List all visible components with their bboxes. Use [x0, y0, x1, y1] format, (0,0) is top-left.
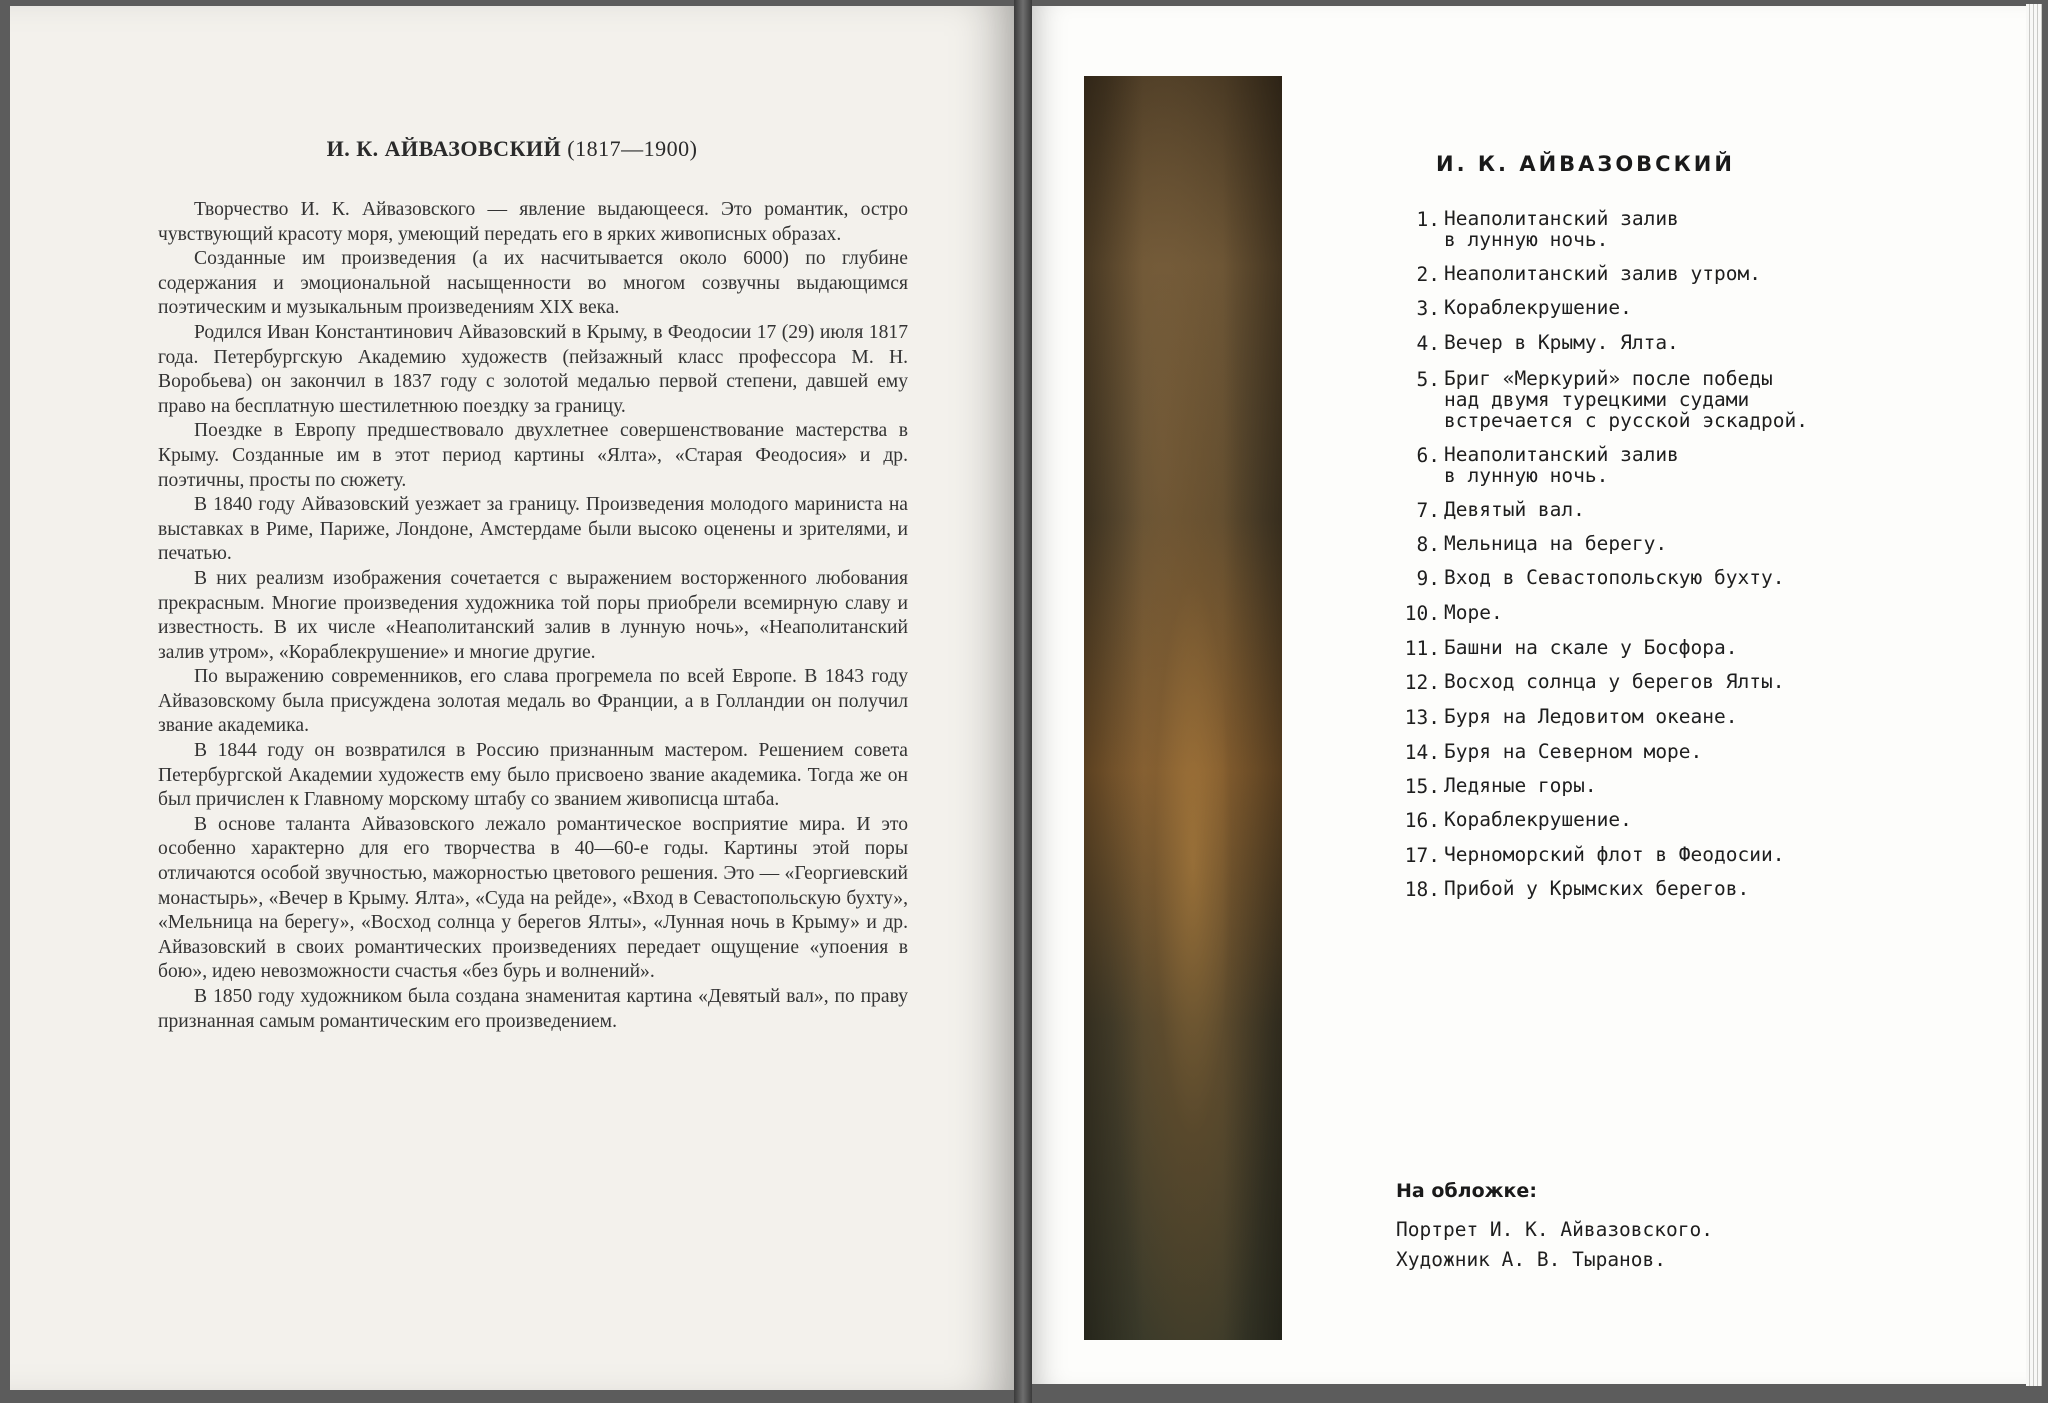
paragraph: Родился Иван Константинович Айвазовский в Крыму, в Феодосии 17 (29) июля 1817 года. Петербургскую Академию художеств (пейзажный класс профессора М. Н. Воробьева) он закончил в 1837 году с золотой медалью первой степени, давшей ему право на бесплатную шестилетнюю поездку за границу. — [158, 321, 908, 417]
page-stack-edge — [2026, 4, 2042, 1386]
item-number: 11. — [1404, 637, 1440, 660]
painting-strip-image — [1084, 76, 1282, 1340]
item-number: 8. — [1416, 533, 1440, 556]
paragraph: По выражению современников, его слава прогремела по всей Европе. В 1843 году Айвазовскому была присуждена золотая медаль во Франции, а в Голландии он получил звание академика. — [158, 666, 908, 737]
cover-label: На обложке: — [1396, 1180, 1537, 1202]
cover-credit-line: Художник А. В. Тыранов. — [1396, 1248, 1667, 1271]
item-title: Кораблекрушение. — [1444, 808, 1632, 831]
item-title: Буря на Северном море. — [1444, 740, 1703, 763]
item-title: Море. — [1444, 601, 1503, 624]
works-list-title: И. К. АЙВАЗОВСКИЙ — [1436, 152, 1735, 176]
article-body — [158, 198, 908, 1034]
item-title: Буря на Ледовитом океане. — [1444, 705, 1738, 728]
item-title: Ледяные горы. — [1444, 774, 1597, 797]
item-number: 6. — [1416, 444, 1440, 467]
book-gutter — [1014, 0, 1032, 1403]
article-title-name: И. К. АЙВАЗОВСКИЙ — [326, 136, 562, 161]
paragraph: В 1840 году Айвазовский уезжает за границу. Произведения молодого мариниста на выставках в Риме, Париже, Лондоне, Амстердаме были высоко оценены и зрителями, и печатью. — [158, 494, 908, 565]
item-title: Кораблекрушение. — [1444, 296, 1632, 319]
paragraph: В 1844 году он возвратился в Россию признанным мастером. Решением совета Петербургской Академии художеств ему было присвоено звание академика. Тогда же он был причислен к Главному морскому штабу со званием живописца штаба. — [158, 740, 908, 811]
item-title: Вход в Севастопольскую бухту. — [1444, 566, 1785, 589]
item-number: 18. — [1404, 878, 1440, 901]
item-number: 5. — [1416, 368, 1440, 391]
cover-credit-line: Портрет И. К. Айвазовского. — [1396, 1218, 1713, 1241]
item-title: Неаполитанский залив в лунную ночь. — [1444, 207, 1679, 251]
paragraph: В основе таланта Айвазовского лежало романтическое восприятие мира. И это особенно характерно для его творчества в 40—60-е годы. Картины этой поры отличаются особой звучностью, мажорностью цветового решения. Это — «Георгиевский монастырь», «Вечер в Крыму. Ялта», «Суда на рейде», «Вход в Севастопольскую бухту», «Мельница на берегу», «Восход солнца у берегов Ялты», «Лунная ночь в Крыму» и др. Айвазовский в своих романтических произведениях передает ощущение «упоения в бою», идею невозможности счастья «без бурь и волнений». — [158, 813, 908, 983]
item-title: Мельница на берегу. — [1444, 532, 1668, 555]
paragraph: Творчество И. К. Айвазовского — явление выдающееся. Это романтик, остро чувствующий красоту моря, умеющий передать его в ярких живописных образах. — [158, 199, 908, 245]
item-number: 4. — [1416, 332, 1440, 355]
item-title: Прибой у Крымских берегов. — [1444, 877, 1750, 900]
item-number: 10. — [1404, 602, 1440, 625]
left-page — [10, 6, 1014, 1390]
item-number: 1. — [1416, 208, 1440, 231]
item-number: 13. — [1404, 706, 1440, 729]
item-number: 12. — [1404, 671, 1440, 694]
item-number: 7. — [1416, 499, 1440, 522]
item-number: 17. — [1404, 844, 1440, 867]
article-title-years: (1817—1900) — [567, 136, 698, 161]
item-title: Восход солнца у берегов Ялты. — [1444, 670, 1785, 693]
item-title: Башни на скале у Босфора. — [1444, 636, 1738, 659]
item-title: Неаполитанский залив утром. — [1444, 262, 1761, 285]
item-title: Вечер в Крыму. Ялта. — [1444, 331, 1679, 354]
paragraph: Поездке в Европу предшествовало двухлетнее совершенствование мастерства в Крыму. Созданные им в этот период картины «Ялта», «Старая Феодосия» и др. поэтичны, просты по сюжету. — [158, 420, 908, 491]
item-number: 14. — [1404, 741, 1440, 764]
paragraph: В них реализм изображения сочетается с выражением восторженного любования прекрасным. Многие произведения художника той поры приобрели всемирную славу и известность. В их числе «Неаполитанский залив в лунную ночь», «Неаполитанский залив утром», «Кораблекрушение» и многие другие. — [158, 567, 908, 663]
item-number: 2. — [1416, 263, 1440, 286]
item-title: Бриг «Меркурий» после победы над двумя турецкими судами встречается с русской эскадрой. — [1444, 367, 1808, 432]
item-number: 15. — [1404, 775, 1440, 798]
item-number: 16. — [1404, 809, 1440, 832]
paragraph: В 1850 году художником была создана знаменитая картина «Девятый вал», по праву признанная самым романтическим его произведением. — [158, 986, 908, 1032]
item-title: Девятый вал. — [1444, 498, 1585, 521]
item-title: Черноморский флот в Феодосии. — [1444, 843, 1785, 866]
paragraph: Созданные им произведения (а их насчитывается около 6000) по глубине содержания и эмоциональной насыщенности во многом созвучны выдающимся поэтическим и музыкальным произведениям XIX века. — [158, 248, 908, 319]
item-number: 9. — [1416, 567, 1440, 590]
item-number: 3. — [1416, 297, 1440, 320]
item-title: Неаполитанский залив в лунную ночь. — [1444, 443, 1679, 487]
article-title — [10, 136, 1014, 162]
